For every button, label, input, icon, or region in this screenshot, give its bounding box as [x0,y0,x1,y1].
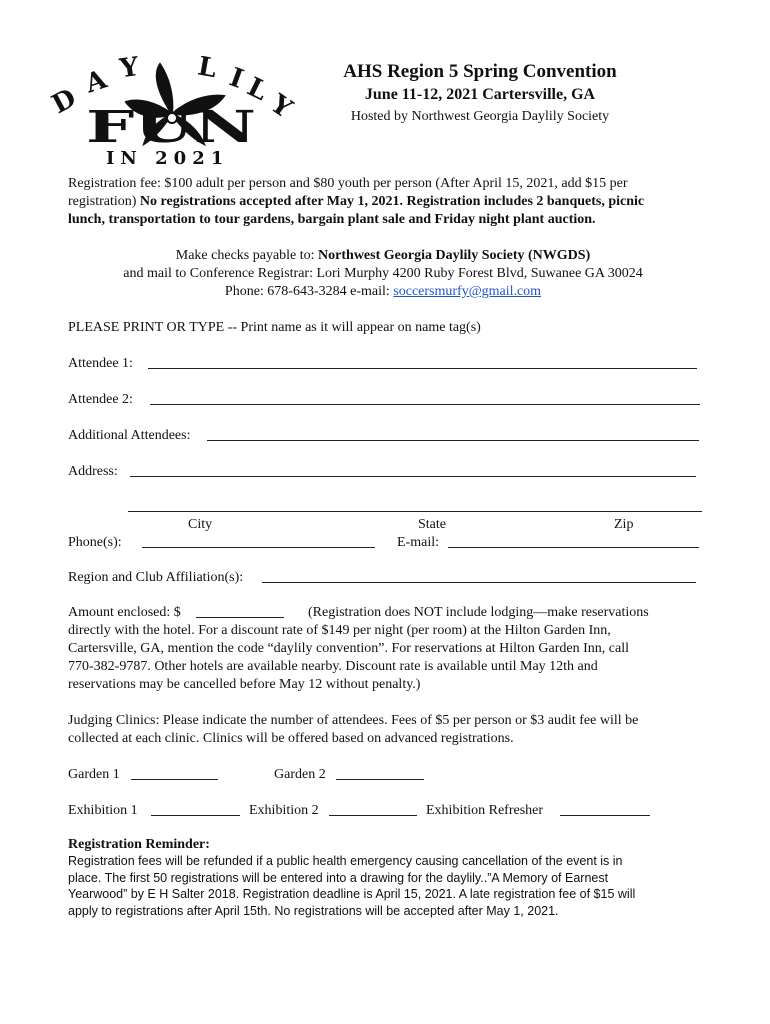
svg-text:D: D [48,83,82,121]
svg-text:I: I [225,62,248,95]
fee-line-3-bold: lunch, transportation to tour gardens, bargain plant sale and Friday night plant auction. [68,212,596,227]
region-field[interactable] [262,582,696,583]
phone-field[interactable] [142,547,375,548]
mail-to: and mail to Conference Registrar: Lori Murphy 4200 Ruby Forest Blvd, Suwanee GA 30024 [123,266,643,281]
email-label: E-mail: [397,535,439,550]
registrar-email-link[interactable]: soccersmurfy@gmail.com [393,284,542,299]
garden1-label: Garden 1 [68,767,120,782]
logo-fun: FUN [86,102,256,153]
exhibition2-field[interactable] [329,815,417,816]
additional-attendees-label: Additional Attendees: [68,428,191,443]
address-field-line2[interactable] [128,511,702,512]
reminder-line-3: Yearwood” by E H Salter 2018. Registration deadline is April 15, 2021. A late registration fee of $15 will [68,887,636,901]
event-dates: June 11-12, 2021 Cartersville, GA [364,86,596,103]
reminder-line-1: Registration fees will be refunded if a public health emergency causing cancellation of the event is in [68,854,623,868]
payable-org: Northwest Georgia Daylily Society (NWGDS) [318,248,591,263]
attendee2-field[interactable] [150,404,700,405]
daylily-fun-logo [48,56,298,168]
phone-email-label: Phone: 678-643-3284 e-mail: [224,284,394,299]
hotel-line-1: directly with the hotel. For a discount rate of $149 per night (per room) at the Hilton Garden Inn, [68,623,611,638]
svg-text:L: L [242,72,273,108]
refresher-field[interactable] [560,815,650,816]
svg-text:Y: Y [118,56,141,85]
event-host: Hosted by Northwest Georgia Daylily Society [350,109,610,124]
reminder-line-4: apply to registrations after April 15th. No registrations will be accepted after May 1, 2021. [68,903,559,918]
fee-line-2-plain: registration) [68,194,140,209]
additional-attendees-field[interactable] [207,440,699,441]
attendee1-field[interactable] [148,368,697,369]
reminder-heading: Registration Reminder: [68,837,210,852]
city-label: City [188,517,213,532]
garden1-field[interactable] [131,779,218,780]
print-instructions: PLEASE PRINT OR TYPE -- Print name as it will appear on name tag(s) [68,320,481,335]
hotel-line-4: reservations may be cancelled before May 12 without penalty.) [68,677,421,692]
address-field-line1[interactable] [130,476,696,477]
svg-text:Y: Y [264,89,298,125]
attendee2-label: Attendee 2: [68,392,133,407]
exhibition1-field[interactable] [151,815,240,816]
attendee1-label: Attendee 1: [68,356,133,371]
payable-label: Make checks payable to: [175,248,319,263]
address-label: Address: [68,464,118,479]
amount-label: Amount enclosed: $ [68,605,181,620]
phone-label: Phone(s): [68,535,122,550]
garden2-label: Garden 2 [274,767,326,782]
fee-line-1: Registration fee: $100 adult per person and $80 youth per person (After April 15, 2021, add $15 per [68,176,628,191]
state-label: State [418,517,446,532]
logo-in-2021: IN 2021 [106,148,230,168]
garden2-field[interactable] [336,779,424,780]
judging-line-1: Judging Clinics: Please indicate the number of attendees. Fees of $5 per person or $3 audit fee will be [68,713,639,728]
region-label: Region and Club Affiliation(s): [68,570,244,585]
email-field[interactable] [448,547,699,548]
svg-text:A: A [81,64,111,100]
reminder-line-2: place. The first 50 registrations will be entered into a drawing for the daylily..”A Memory of Earnest [68,870,609,885]
hotel-line-2: Cartersville, GA, mention the code “daylily convention”. For reservations at Hilton Garden Inn, call [68,641,630,656]
exhibition1-label: Exhibition 1 [68,803,138,818]
fee-line-2-bold: No registrations accepted after May 1, 2021. Registration includes 2 banquets, picnic [139,194,645,209]
exhibition2-label: Exhibition 2 [249,803,319,818]
lodging-note: (Registration does NOT include lodging—make reservations [308,605,649,620]
page-title: AHS Region 5 Spring Convention [343,61,617,82]
amount-field[interactable] [196,617,284,618]
refresher-label: Exhibition Refresher [426,803,544,818]
judging-line-2: collected at each clinic. Clinics will be offered based on advanced registrations. [68,731,514,746]
hotel-line-3: 770-382-9787. Other hotels are available nearby. Discount rate is available until May 12th and [68,659,598,674]
zip-label: Zip [614,517,634,532]
svg-text:L: L [195,56,219,85]
logo-graphic [48,56,298,168]
